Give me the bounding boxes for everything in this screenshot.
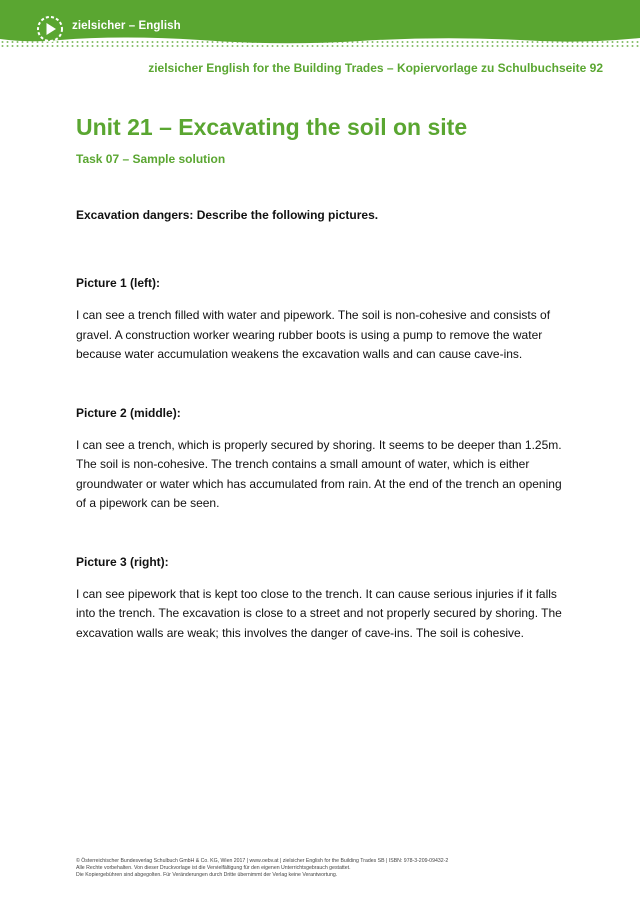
picture-3-section [76,552,566,644]
footer-disclaimer: Die Kopiergebühren sind abgegolten. Für Veränderungen durch Dritte übernimmt der Verlag keine Verantwortung. [76,871,338,878]
task-label: Task 07 – Sample solution [76,152,226,166]
section-heading: Picture 1 (left): [76,276,161,290]
section-heading: Picture 2 (middle): [76,405,181,420]
content-area [76,205,566,681]
brand-name: zielsicher – English [72,20,181,32]
page-title: Unit 21 – Excavating the soil on site [76,114,468,140]
header-banner [0,0,640,50]
footer-rights: Alle Rechte vorbehalten. Von dieser Druckvorlage ist die Vervielfältigung für den eigenen Unterrichtsgebrauch gestattet. [76,864,351,871]
document-subtitle: zielsicher English for the Building Trades – Kopiervorlage zu Schulbuchseite 92 [148,61,603,75]
section-text: I can see pipework that is kept too close to the trench. It can cause serious injuries if it falls into the trench. The excavation is close to a street and not properly secured by shoring. The excavation walls are weak; this involves the danger of cave-ins. The soil is cohesive. [76,586,562,640]
section-heading: Picture 3 (right): [76,554,169,569]
picture-1-section [76,273,566,365]
footer-copyright: © Österreichischer Bundesverlag Schulbuch GmbH & Co. KG, Wien 2017 | www.oebv.at | zielsicher English for the Building Trades SB | ISBN: 978-3-209-09432-2 [76,858,449,864]
section-text: I can see a trench filled with water and pipework. The soil is non-cohesive and consists of gravel. A construction worker wearing rubber boots is using a pump to remove the water because water accumulation weakens the excavation walls and can cause cave-ins. [76,308,551,361]
section-text: I can see a trench, which is properly secured by shoring. It seems to be deeper than 1.25m. The soil is non-cohesive. The trench contains a small amount of water, which is either groundwater or water which has accumulated from rain. At the end of the trench an opening of a pipework can be seen. [76,437,562,510]
instruction: Excavation dangers: Describe the following pictures. [76,208,379,222]
footer [76,858,596,878]
play-circle-icon [36,15,64,43]
picture-2-section [76,403,566,514]
